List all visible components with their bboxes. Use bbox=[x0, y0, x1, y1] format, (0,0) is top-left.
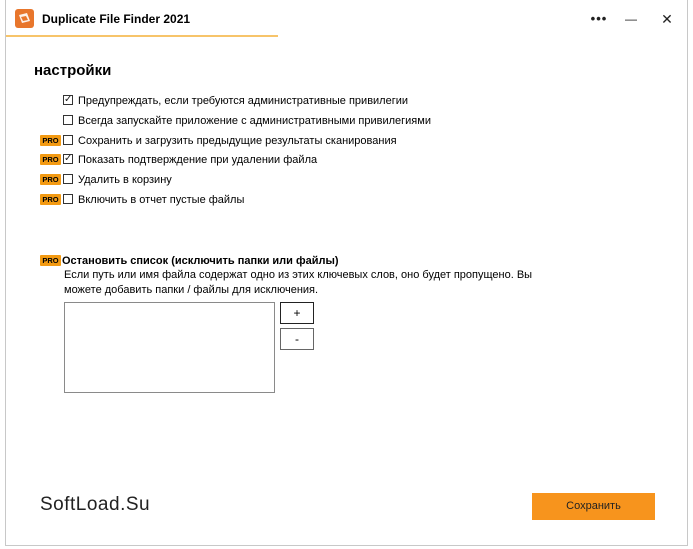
option-label: Всегда запускайте приложение с административными привилегиями bbox=[78, 115, 431, 127]
pro-badge: PRO bbox=[40, 154, 61, 165]
more-options-button[interactable]: ••• bbox=[590, 11, 608, 26]
option-checkbox[interactable] bbox=[63, 95, 73, 105]
exclusion-list[interactable] bbox=[64, 302, 275, 393]
app-logo-icon bbox=[15, 9, 34, 28]
save-button[interactable]: Сохранить bbox=[532, 493, 655, 520]
option-checkbox[interactable] bbox=[63, 174, 73, 184]
option-checkbox[interactable] bbox=[63, 135, 73, 145]
option-checkbox[interactable] bbox=[63, 154, 73, 164]
pro-badge: PRO bbox=[40, 255, 61, 266]
close-button[interactable]: ✕ bbox=[661, 11, 673, 27]
option-label: Показать подтверждение при удалении файла bbox=[78, 154, 318, 166]
pro-badge: PRO bbox=[40, 135, 61, 146]
remove-exclusion-button[interactable]: - bbox=[280, 328, 314, 350]
app-window bbox=[5, 0, 688, 546]
title-bar bbox=[6, 0, 687, 37]
pro-badge: PRO bbox=[40, 174, 61, 185]
option-label: Предупреждать, если требуются административные привилегии bbox=[78, 95, 409, 107]
pro-badge: PRO bbox=[40, 194, 61, 205]
exclusion-title: Остановить список (исключить папки или файлы) bbox=[62, 255, 339, 267]
page-title: настройки bbox=[34, 62, 112, 79]
option-label: Удалить в корзину bbox=[78, 174, 172, 186]
add-exclusion-button[interactable]: + bbox=[280, 302, 314, 324]
app-title: Duplicate File Finder 2021 bbox=[42, 12, 191, 26]
exclusion-description: Если путь или имя файла содержат одно из этих ключевых слов, оно будет пропущено. Вы можете добавить папки / файлы для исключения. bbox=[64, 269, 533, 296]
option-checkbox[interactable] bbox=[63, 115, 73, 125]
option-label: Включить в отчет пустые файлы bbox=[78, 194, 245, 206]
minimize-button[interactable]: — bbox=[625, 12, 637, 26]
option-label: Сохранить и загрузить предыдущие результаты сканирования bbox=[78, 135, 397, 147]
watermark-logo: SoftLoad.Su bbox=[40, 494, 151, 515]
title-underline bbox=[6, 35, 278, 37]
option-checkbox[interactable] bbox=[63, 194, 73, 204]
